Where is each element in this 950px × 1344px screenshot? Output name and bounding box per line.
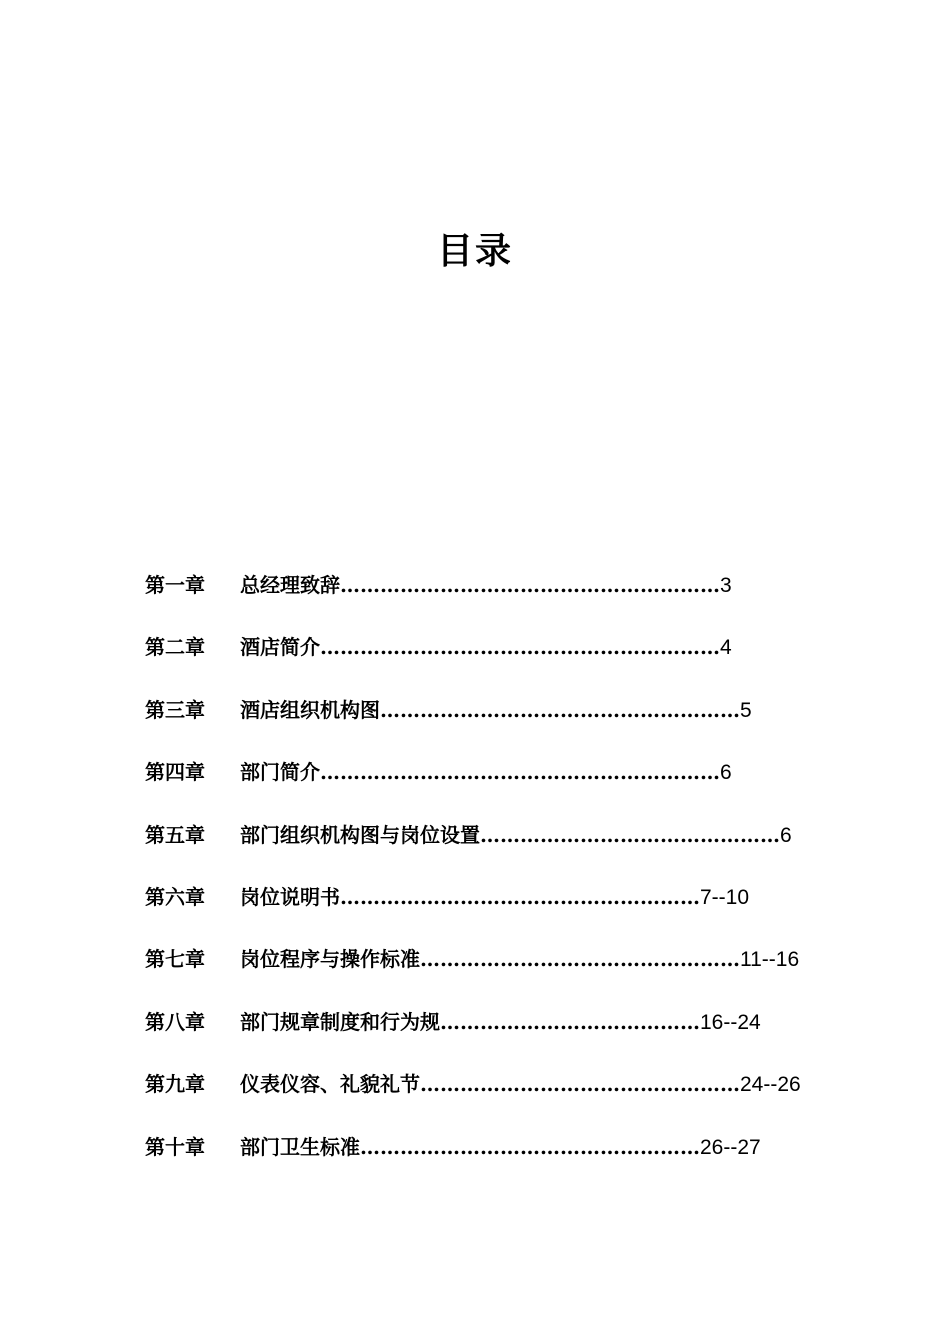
toc-entry: [145, 1067, 845, 1129]
toc-entry: [145, 755, 845, 817]
toc-chapter-label: 第六章: [145, 884, 205, 909]
toc-heading: 部门组织机构图与岗位设置: [240, 822, 480, 847]
toc-entry: [145, 693, 845, 755]
toc-entry: [145, 568, 845, 630]
toc-page-number: 5: [740, 698, 752, 722]
page-title: 目录: [436, 230, 513, 272]
toc-page-number: 24--26: [740, 1073, 801, 1097]
toc-chapter-label: 第一章: [145, 573, 205, 597]
toc-page-number: 4: [720, 636, 732, 660]
toc-leader-dots: …………………………………………………: [340, 573, 720, 597]
toc-heading: 部门简介: [240, 760, 320, 785]
toc-entry: [145, 942, 845, 1004]
toc-entry: [145, 1130, 845, 1192]
toc-chapter-label: 第九章: [145, 1072, 205, 1097]
toc-heading: 岗位说明书: [240, 884, 340, 909]
toc-chapter-label: 第五章: [145, 822, 205, 847]
toc-leader-dots: …………………………………………: [420, 947, 740, 972]
toc-page-number: 26--27: [700, 1135, 761, 1159]
toc-heading: 酒店简介: [240, 635, 320, 660]
toc-chapter-label: 第二章: [145, 635, 205, 660]
toc-chapter-label: 第十章: [145, 1134, 205, 1159]
toc-page-number: 3: [720, 574, 732, 597]
toc-chapter-label: 第四章: [145, 760, 205, 785]
toc-entry: [145, 880, 845, 942]
table-of-contents: [145, 568, 845, 1192]
toc-heading: 部门卫生标准: [240, 1134, 360, 1159]
toc-page-number: 7--10: [700, 885, 750, 909]
toc-page-number: 16--24: [700, 1010, 761, 1034]
toc-page-number: 6: [720, 761, 732, 785]
toc-entry: [145, 818, 845, 880]
toc-chapter-label: 第三章: [145, 697, 205, 722]
toc-heading: 部门规章制度和行为规: [240, 1009, 440, 1034]
toc-page-number: 11--16: [740, 948, 800, 972]
toc-entry: [145, 630, 845, 692]
toc-chapter-label: 第八章: [145, 1009, 205, 1034]
toc-leader-dots: ……………………………………………………: [320, 760, 720, 785]
toc-leader-dots: ………………………………………: [480, 822, 780, 847]
toc-leader-dots: ………………………………………………: [380, 697, 740, 722]
toc-heading: 仪表仪容、礼貌礼节: [240, 1072, 420, 1097]
toc-leader-dots: ………………………………………………: [340, 884, 700, 909]
toc-entry: [145, 1005, 845, 1067]
toc-leader-dots: …………………………………: [440, 1009, 700, 1034]
toc-page-number: 6: [780, 823, 792, 847]
toc-leader-dots: …………………………………………: [420, 1072, 740, 1097]
toc-chapter-label: 第七章: [145, 947, 205, 972]
toc-heading: 总经理致辞: [240, 573, 340, 597]
toc-leader-dots: ……………………………………………: [360, 1134, 700, 1159]
toc-heading: 酒店组织机构图: [240, 697, 380, 722]
toc-heading: 岗位程序与操作标准: [240, 947, 420, 972]
toc-leader-dots: ……………………………………………………: [320, 635, 720, 660]
